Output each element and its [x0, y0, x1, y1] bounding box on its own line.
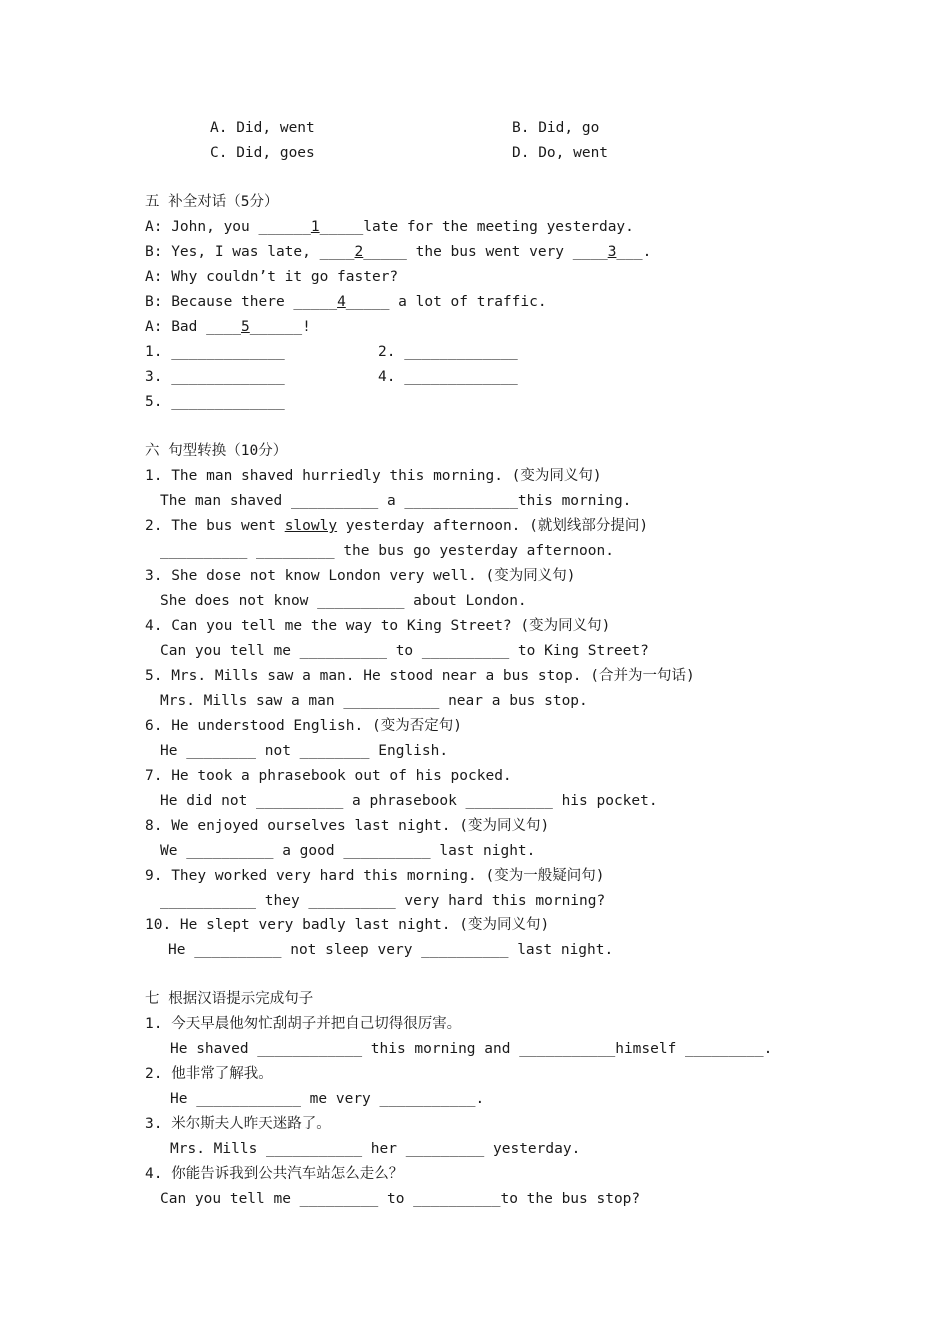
translation-answer-1[interactable]: He shaved ____________ this morning and ___________himself _________. — [170, 1041, 773, 1057]
option-d: D. Do, went — [512, 145, 609, 161]
dialog-line-3: A: Why couldn’t it go faster? — [145, 269, 399, 285]
section-six-title: 六 句型转换（10分） — [145, 443, 288, 459]
answer-line-2[interactable]: __________ _________ the bus go yesterday afternoon. — [160, 543, 614, 559]
question-8: 8. We enjoyed ourselves last night. (变为同义句) — [145, 818, 550, 834]
question-5: 5. Mrs. Mills saw a man. He stood near a bus stop. (合并为一句话) — [145, 668, 695, 684]
section-seven-title: 七 根据汉语提示完成句子 — [145, 991, 314, 1007]
section-five-title: 五 补全对话（5分） — [145, 194, 279, 210]
question-10: 10. He slept very badly last night. (变为同义句) — [145, 917, 550, 933]
option-b: B. Did, go — [512, 120, 600, 136]
question-9: 9. They worked very hard this morning. (变为一般疑问句) — [145, 868, 605, 884]
question-2: 2. The bus went slowly yesterday afternoon. (就划线部分提问) — [145, 518, 649, 534]
translation-answer-2[interactable]: He ____________ me very ___________. — [170, 1091, 485, 1107]
translation-prompt-3: 3. 米尔斯夫人昨天迷路了。 — [145, 1116, 331, 1132]
question-7: 7. He took a phrasebook out of his pocked. — [145, 768, 512, 784]
answer-blank-1[interactable]: 1. _____________ — [145, 344, 285, 360]
answer-line-7[interactable]: He did not __________ a phrasebook __________ his pocket. — [160, 793, 658, 809]
question-3: 3. She dose not know London very well. (变为同义句) — [145, 568, 576, 584]
option-c: C. Did, goes — [210, 145, 315, 161]
answer-line-3[interactable]: She does not know __________ about London. — [160, 593, 527, 609]
answer-line-5[interactable]: Mrs. Mills saw a man ___________ near a bus stop. — [160, 693, 588, 709]
question-1: 1. The man shaved hurriedly this morning. (变为同义句) — [145, 468, 602, 484]
translation-prompt-4: 4. 你能告诉我到公共汽车站怎么走么？ — [145, 1166, 404, 1182]
question-6: 6. He understood English. (变为否定句) — [145, 718, 462, 734]
answer-blank-4[interactable]: 4. _____________ — [378, 369, 518, 385]
answer-line-6[interactable]: He ________ not ________ English. — [160, 743, 449, 759]
answer-line-1[interactable]: The man shaved __________ a _____________this morning. — [160, 493, 632, 509]
translation-answer-4[interactable]: Can you tell me _________ to __________to the bus stop? — [160, 1191, 641, 1207]
answer-blank-2[interactable]: 2. _____________ — [378, 344, 518, 360]
option-a: A. Did, went — [210, 120, 315, 136]
answer-blank-5[interactable]: 5. _____________ — [145, 394, 285, 410]
answer-line-9[interactable]: ___________ they __________ very hard this morning? — [160, 893, 606, 909]
answer-line-10[interactable]: He __________ not sleep very __________ last night. — [168, 942, 614, 958]
answer-line-8[interactable]: We __________ a good __________ last night. — [160, 843, 536, 859]
answer-line-4[interactable]: Can you tell me __________ to __________ to King Street? — [160, 643, 649, 659]
dialog-line-1: A: John, you ______1_____late for the meeting yesterday. — [145, 219, 634, 235]
question-4: 4. Can you tell me the way to King Street? (变为同义句) — [145, 618, 611, 634]
dialog-line-2: B: Yes, I was late, ____2_____ the bus went very ____3___. — [145, 244, 652, 260]
dialog-line-4: B: Because there _____4_____ a lot of traffic. — [145, 294, 547, 310]
translation-prompt-2: 2. 他非常了解我。 — [145, 1066, 273, 1082]
answer-blank-3[interactable]: 3. _____________ — [145, 369, 285, 385]
translation-answer-3[interactable]: Mrs. Mills ___________ her _________ yesterday. — [170, 1141, 581, 1157]
dialog-line-5: A: Bad ____5______! — [145, 319, 311, 335]
translation-prompt-1: 1. 今天早晨他匆忙刮胡子并把自己切得很厉害。 — [145, 1016, 462, 1032]
